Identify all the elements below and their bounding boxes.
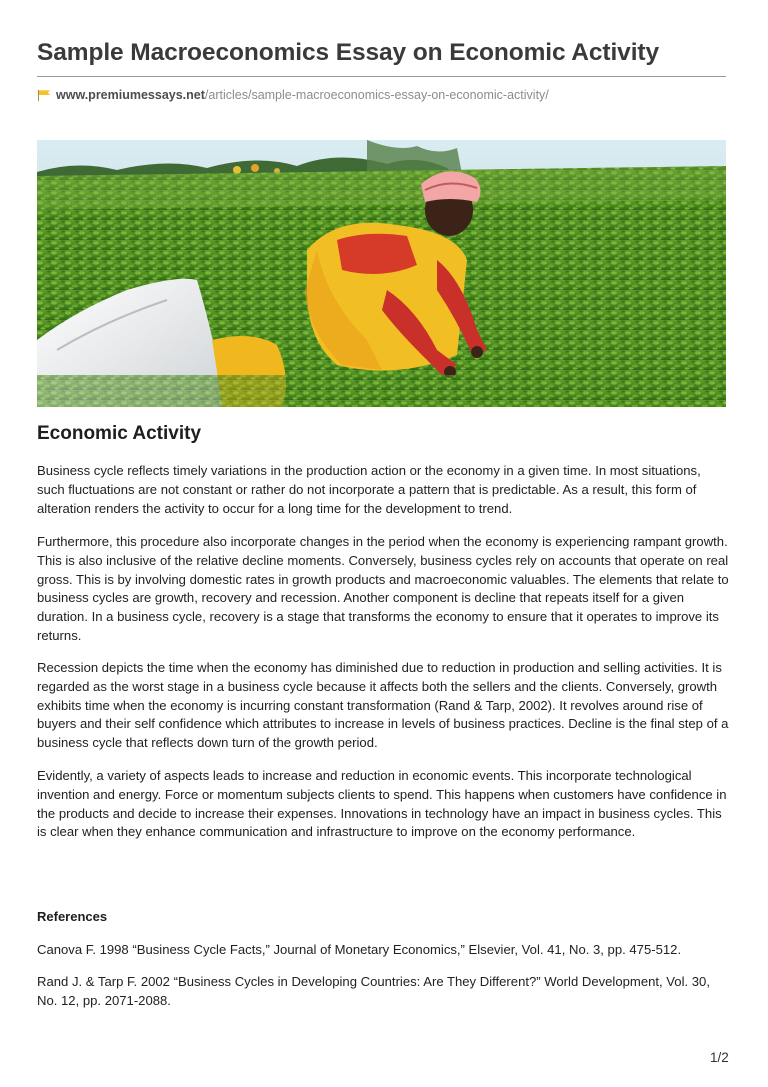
source-domain-link[interactable]: www.premiumessays.net xyxy=(56,88,205,102)
paragraph: Recession depicts the time when the economy has diminished due to reduction in production and selling activities. It is regarded as the worst stage in a business cycle because it affects both the sellers and the clients. Conversely, growth exhibits time when the economy is incurring constant transformation (Rand & Tarp, 2002). It revolves around rise of buyers and their self confidence which attributes to increase in levels of business practices. Decline is the final step of a business cycle that reflects down turn of the growth period. xyxy=(37,660,729,751)
source-line xyxy=(37,86,549,104)
paragraph: Furthermore, this procedure also incorporate changes in the period when the economy is experiencing rampant growth. This is also inclusive of the relative decline moments. Conversely, business cycles rely on accounts that operate on real gross. This is by involving domestic rates in growth products and macroeconomic valuables. The elements that relate to business cycles are growth, recovery and recession. Another component is decline that repeats itself for a given duration. In a business cycle, recovery is a stage that transforms the economy to ensure that it operates to improve its returns. xyxy=(37,534,729,643)
tea-field-photo xyxy=(37,140,726,407)
flag-icon xyxy=(37,89,51,101)
source-path-link[interactable]: /articles/sample-macroeconomics-essay-on-economic-activity/ xyxy=(204,88,549,102)
page-number: 1/2 xyxy=(710,1050,729,1065)
section-heading: Economic Activity xyxy=(37,423,202,444)
references-heading: References xyxy=(37,909,108,924)
title-divider xyxy=(37,76,726,77)
reference-item: Canova F. 1998 “Business Cycle Facts,” Journal of Monetary Economics,” Elsevier, Vol. 41, No. 3, pp. 475-512. xyxy=(37,942,682,957)
paragraph: Business cycle reflects timely variations in the production action or the economy in a given time. In most situations, such fluctuations are not constant or rather do not incorporate a pattern that is predictable. As a result, this form of alteration renders the activity to occur for a long time for the development to trend. xyxy=(37,463,701,516)
reference-item: Rand J. & Tarp F. 2002 “Business Cycles in Developing Countries: Are They Different?” World Development, Vol. 30, No. 12, pp. 2071-2088. xyxy=(37,974,710,1008)
page-title: Sample Macroeconomics Essay on Economic Activity xyxy=(37,39,659,66)
paragraph: Evidently, a variety of aspects leads to increase and reduction in economic events. This incorporate technological invention and energy. Force or momentum subjects clients to spend. This happens when customers have confidence in the products and decide to increase their expenses. Innovations in technology have an impact in business cycles. This is clear when they enhance communication and infrastructure to improve on the economy performance. xyxy=(37,768,727,840)
